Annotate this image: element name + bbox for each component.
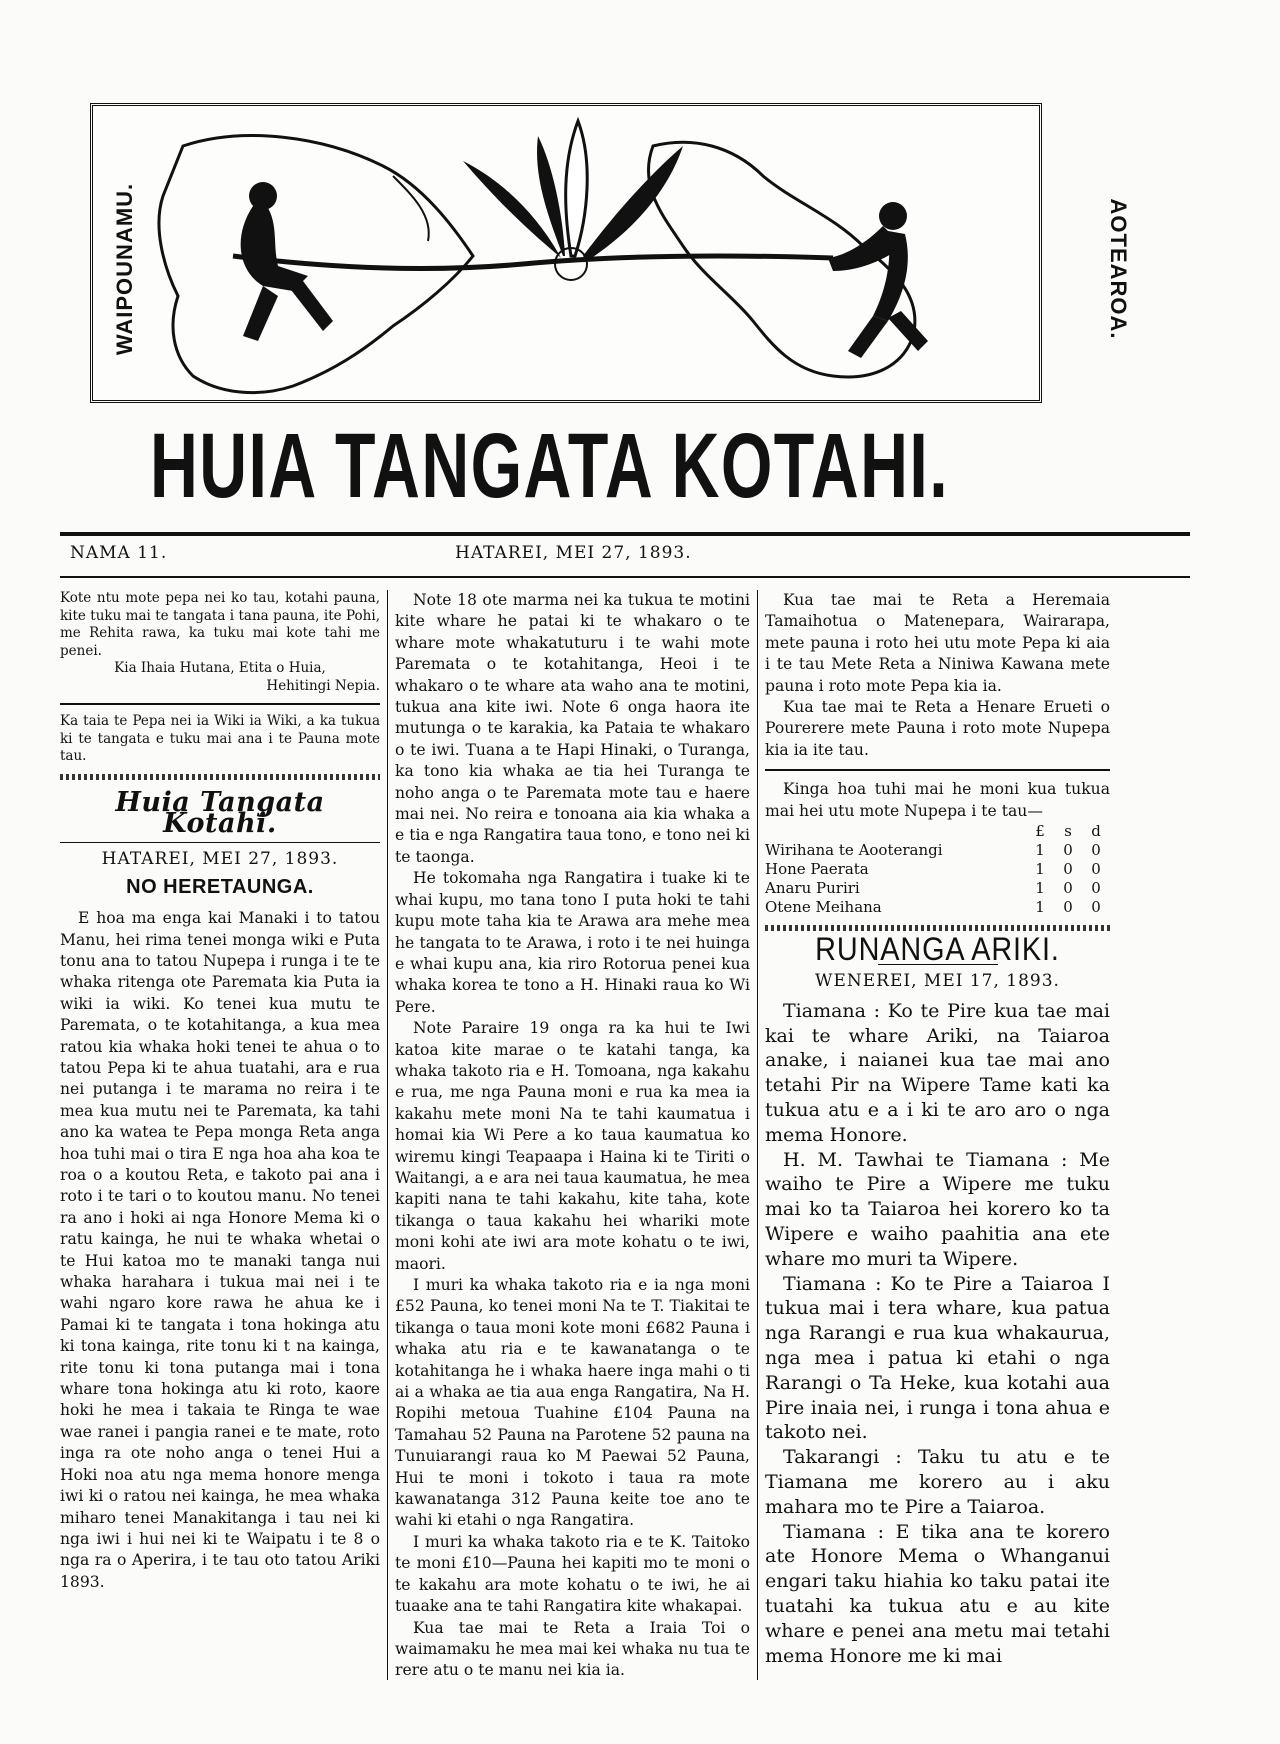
col1-divider	[60, 703, 380, 705]
top-rule	[60, 532, 1190, 536]
col2-paragraph-2: He tokomaha nga Rangatira i tuake ki te whai kupu, mo tana tono I puta hoki te tahi kupu mote taha kia te Arawa ara mehe mea he tangata to te Arawa, i roto i te nei huinga e whai kupu ana, kia riro Rotorua penei kua whaka korea te tono a H. Hinaki raua ko Wi Pere.	[395, 869, 750, 1016]
col2-paragraph-6: Kua tae mai te Reta a Iraia Toi o waimamaku he mea mai kei whaka nu tua te rere atu o te manu nei kia ia.	[395, 1618, 750, 1680]
col-divider-1	[387, 590, 388, 1680]
huia-feathers	[463, 121, 683, 261]
waipounamu-label: WAIPOUNAMU.	[112, 182, 137, 356]
col3-paragraph-7: Tiamana : E tika ana te korero ate Honore Mema o Whanganui engari taku hiahia ko taku patai ite tuatahi ka tukua atu e au kite whare e penei ana metu mai tetahi mema Honore me ki mai	[765, 1520, 1110, 1667]
editor-location: Hehitingi Nepia.	[266, 677, 380, 694]
col3-paragraph-3: Tiamana : Ko te Pire kua tae mai kai te whare Ariki, na Taiaroa anake, i naianei kua tae mai ano tetahi Pir na Wipere Tame kati ka tukua atu e a i ki te aro aro o nga mema Honore.	[765, 999, 1110, 1146]
table-row: Anaru Puriri 1 0 0	[765, 879, 1101, 898]
under-issue-rule	[60, 576, 1190, 578]
donor-table-header: £ s d	[1035, 822, 1101, 841]
aotearoa-label: AOTEAROA.	[1106, 198, 1131, 340]
col-divider-2	[757, 590, 758, 1680]
col2-paragraph-1: Note 18 ote marma nei ka tukua te motini kite whare he patai ki te whakaro o te whare mote whakatuturu i te wahi mote Paremata o te kotahitanga, Heoi i te whakaro o te whare ata waho ana te motini, tukua ana kite iwi. Note 6 onga haora ite mutunga o te karakia, ka Pataia te whakaro o te iwi. Tuana a te Hapi Hinaki, o Turanga, ka tono kia whaka ae tia hei Turanga te noho anga o te Paremata mote tau e haere mai nei. No reira e tonoana aia kia whaka a e tia e nga Rangatira taua tono, e tono nei ki te taonga.	[395, 591, 750, 866]
issue-line	[60, 543, 1190, 567]
table-row: Hone Paerata 1 0 0	[765, 860, 1101, 879]
editor-signature: Kia Ihaia Hutana, Etita o Huia,	[114, 660, 326, 676]
donor-table	[765, 822, 1110, 917]
subscription-notice: Kote ntu mote pepa nei ko tau, kotahi pauna, kite tuku mai te tangata i tana pauna, ite Pohi, me Rehita rawa, ka tuku mai kote tahi me penei.	[60, 590, 380, 659]
masthead-illustration	[90, 103, 1131, 403]
weekly-notice: Ka taia te Pepa nei ia Wiki ia Wiki, a ka tukua ki te tangata e tuku mai ana i te Pauna mote tau.	[60, 713, 380, 764]
col3-paragraph-5: Tiamana : Ko te Pire a Taiaroa I tukua mai i tera whare, kua patua nga Rarangi e rua kua whakaurua, nga mea i patua ki etahi o nga Rarangi o Ta Heke, kua kotahi aua Pire inaia nei, i runga i tona ahua e takoto nei.	[765, 1272, 1110, 1444]
issue-date: HATAREI, MEI 27, 1893.	[455, 543, 692, 563]
wavy-divider	[60, 774, 380, 780]
table-row: Otene Meihana 1 0 0	[765, 898, 1101, 917]
runanga-date: WENEREI, MEI 17, 1893.	[815, 971, 1060, 992]
col2-paragraph-4: I muri ka whaka takoto ria e ia nga moni £52 Pauna, ko tenei moni Na te T. Tiakitai te tikanga o taua moni kote moni £682 Pauna i whaka atu ria e te kawanatanga o te kotahitanga he i whaka haere inga mahi o ti ai a whaka ae tia aua enga Rangatira, Na H. Ropihi metoua Tuahine £104 Pauna na Tamahau 52 Pauna na Parotene 52 pauna na Tunuiarangi raua ko M Paewai 52 Pauna, Hui te moni i tokoto i taua ra mote kawanatanga 312 Pauna keite toe ano te wahi ki etahi o nga Rangatira.	[395, 1276, 750, 1530]
column-1	[60, 590, 380, 1593]
col1-date: HATAREI, MEI 27, 1893.	[101, 849, 339, 870]
col2-paragraph-3: Note Paraire 19 onga ra ka hui te Iwi katoa kite marae o te katahi tanga, ka whaka takoto ria e H. Tomoana, nga kakahu e rua, me nga Pauna moni e rua ka mea ia kakahu mete moni Na te tahi kaumatua i homai kia Wi Pere a ko taua kaumatua ko wiremu kingi Teapaapa i Haina ki te Tiriti o Waitangi, a e ara nei taua kaumatua, he mea kapiti nana te tahi kakahu, kite taha, kote tikanga o taua kakahu hei whariki mote moni kohi ate iwi ara mote kohatu o te iwi, maori.	[395, 1019, 750, 1273]
column-3	[765, 590, 1110, 1668]
col3-paragraph-4: H. M. Tawhai te Tiamana : Me waiho te Pire a Wipere me tuku mai ko ta Taiaroa hei korero ko ta Wipere e waiho paahitia ana ete whare mo muri ta Wipere.	[765, 1148, 1110, 1270]
col2-paragraph-5: I muri ka whaka takoto ria e te K. Taitoko te moni £10—Pauna hei kapiti mo te moni o te kakahu ara mote kohatu o te iwi, he ai tuaake ana te tahi Rangatira kite whakapai.	[395, 1532, 750, 1616]
tug-of-war-illustration	[93, 106, 1045, 406]
table-row: Wirihana te Aooterangi 1 0 0	[765, 841, 1101, 860]
rope	[233, 256, 833, 269]
right-figure	[828, 202, 928, 358]
col3-paragraph-1: Kua tae mai te Reta a Heremaia Tamaihotua o Matenepara, Wairarapa, mete pauna i roto hei utu mote Pepa ki aia i te tau Mete Reta a Niniwa Kawana mete pauna i roto mote Pepa kia ia.	[765, 591, 1110, 695]
article-heading-heretaunga: NO HERETAUNGA.	[126, 875, 314, 898]
issue-number: NAMA 11.	[70, 543, 168, 563]
article-body-heretaunga: E hoa ma enga kai Manaki i to tatou Manu, hei rima tenei monga wiki e Puta tonu ana to tatou Nupepa i runga i te te whaka ritenga ote Paremata kia Puta ia wiki ia wiki. Ko tenei kua mutu te Paremata, o te kotahitanga, a kua mea ratou kia whaka hoki tenei te ahua o to tatou Pepa ki te ahua tuatahi, ara e rua nei putanga i te marama no reira i te mea kua mutu nei te Paremata, ka tahi ano ka watea te Pepa monga Reta anga hoa tuhi mai o tira E nga hoa aha koa te roa o a koutou Reta, e takoto pai ana i roto i te tari o to koutou manu. No tenei ra ano i hoki ai nga Honore Mema ki o ratu kainga, he nui te whaka whetai o te Hui katoa mo te manaki tanga nui whaka harahara i tukua mai nei i te wahi ngaro kore rawa he ahua ke i Pamai ki te tangata i tona hokinga atu ki tona kainga, rite tonu ki t na kainga, rite tonu ki tona putanga mai i tona whare tona hokinga atu ki roto, kaore hoki he mea i takaia te Ringa te wae wae ranei i pangia ranei e te mate, roto inga ra ote noho anga o tenei Hui a Hoki noa atu nga mema honore menga iwi ki o ratou nei kainga, he mea whaka miharo tenei Manakitanga i tau nei ki nga iwi i hui nei ki te Waipatu i te 8 o nga ra o Aperira, i te tau oto tatou Ariki 1893.	[60, 909, 380, 1591]
paper-name-heading: Huia Tangata Kotahi.	[115, 786, 325, 839]
col3-paragraph-6: Takarangi : Taku tu atu e te Tiamana me korero au i aku mahara mo te Pire a Taiaroa.	[765, 1446, 1110, 1518]
col3-paragraph-2: Kua tae mai te Reta a Henare Erueti o Pourerere mete Pauna i roto mote Nupepa kia ia ite tau.	[765, 698, 1110, 759]
newspaper-title: HUIA TANGATA KOTAHI.	[150, 415, 950, 517]
donor-intro: Kinga hoa tuhi mai he moni kua tukua mai hei utu mote Nupepa i te tau—	[765, 780, 1110, 820]
column-2	[395, 590, 750, 1682]
runanga-ariki-heading: RUNANGA ARIKI.	[815, 931, 1060, 968]
